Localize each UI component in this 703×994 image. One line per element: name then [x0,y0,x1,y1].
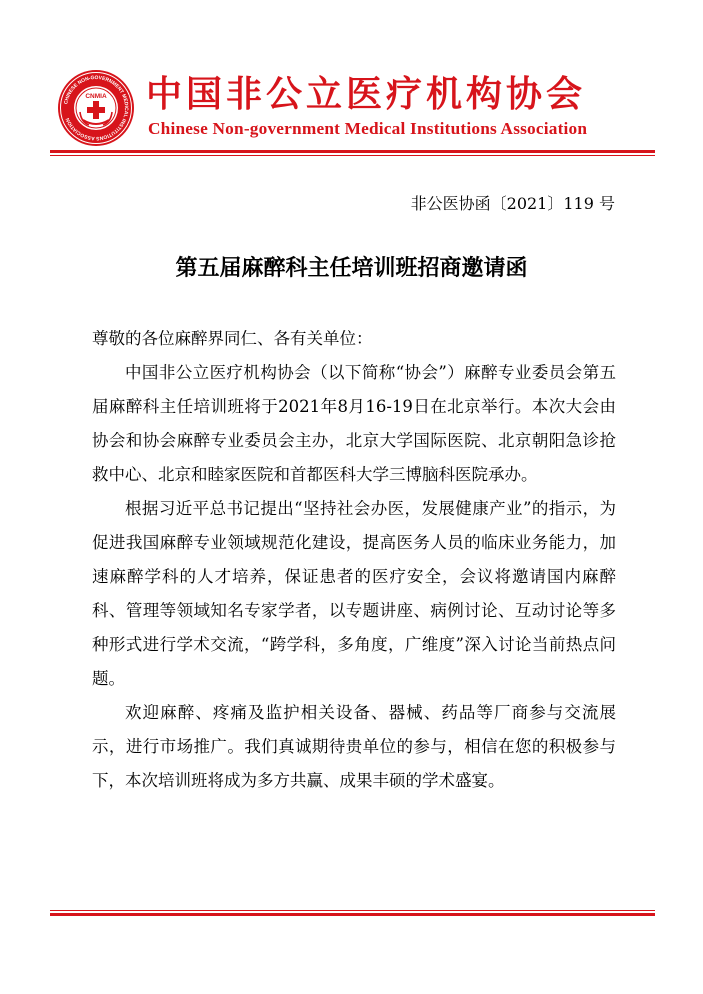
footer-rule-thin [50,910,655,911]
letterhead [0,0,703,160]
logo-ring-text: CHINESE NON-GOVERNMENT MEDICAL INSTITUTIONS ASSOCIATION [63,74,130,142]
salutation: 尊敬的各位麻醉界同仁、各有关单位： [92,329,373,348]
document-number: 非公医协函〔2021〕119 号 [410,194,615,213]
paragraph-3: 欢迎麻醉、疼痛及监护相关设备、器械、药品等厂商参与交流展示，进行市场推广。我们真诚期待贵单位的参与，相信在您的积极参与下，本次培训班将成为多方共赢、成果丰硕的学术盛宴。 [92,703,616,790]
org-name-en: Chinese Non-government Medical Institutions Association [148,119,588,138]
footer-rule-thick [50,913,655,916]
org-name-cn: 中国非公立医疗机构协会 [146,73,587,115]
letter-body [92,322,616,798]
header-rule-thin [50,155,655,156]
cnmia-seal-icon [56,68,136,148]
paragraph-2: 根据习近平总书记提出“坚持社会办医，发展健康产业”的指示，为促进我国麻醉专业领域规范化建设，提高医务人员的临床业务能力，加速麻醉学科的人才培养，保证患者的医疗安全，会议将邀请国内麻醉科、管理等领域知名专家学者，以专题讲座、病例讨论、互动讨论等多种形式进行学术交流，“跨学科，多角度，广维度”深入讨论当前热点问题。 [92,499,616,688]
paragraph-1: 中国非公立医疗机构协会（以下简称“协会”）麻醉专业委员会第五届麻醉科主任培训班将于2021年8月16-19日在北京举行。本次大会由协会和协会麻醉专业委员会主办，北京大学国际医院、北京朝阳急诊抢救中心、北京和睦家医院和首都医科大学三博脑科医院承办。 [92,363,616,484]
document-title: 第五届麻醉科主任培训班招商邀请函 [175,255,528,281]
header-rule-thick [50,150,655,153]
logo-abbr: CNMIA [85,93,107,100]
